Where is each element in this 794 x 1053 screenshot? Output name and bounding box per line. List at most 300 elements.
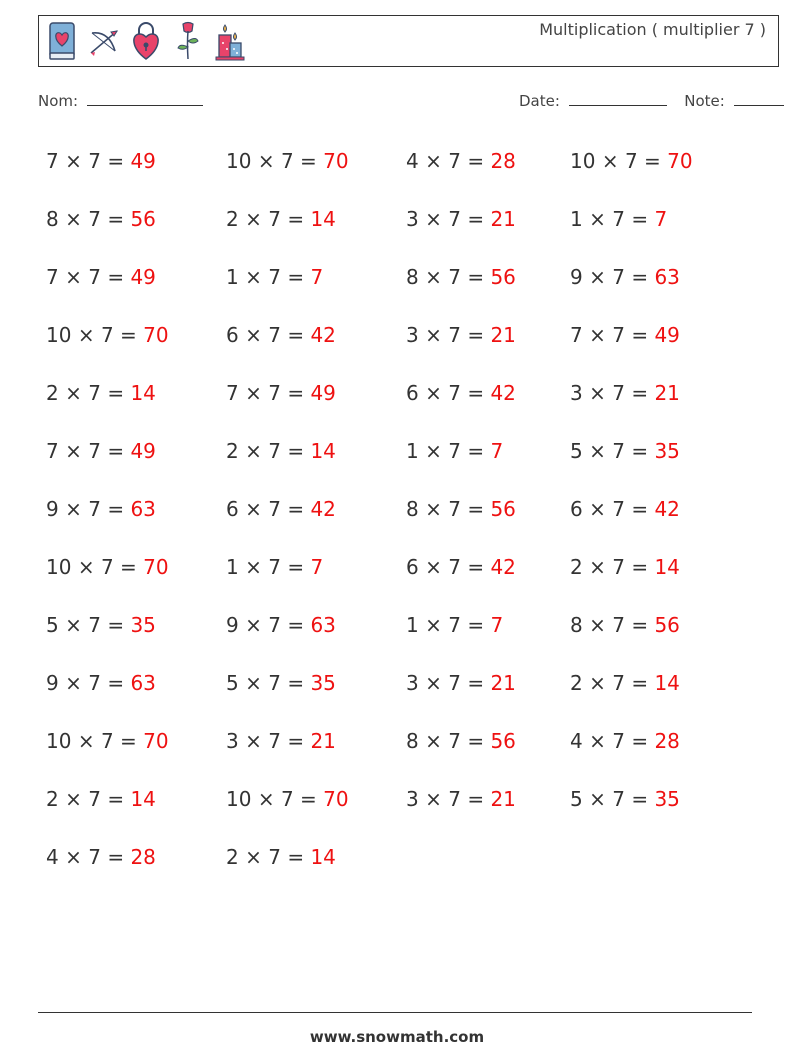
footer-divider [38,1012,752,1013]
operand-a: 6 [570,497,583,521]
note-label: Note: [684,92,725,110]
answer: 63 [654,265,680,289]
times-sign: × [589,671,606,695]
times-sign: × [245,381,262,405]
times-sign: × [425,149,442,173]
times-sign: × [65,207,82,231]
operand-b: 7 [448,207,461,231]
times-sign: × [245,729,262,753]
operand-a: 7 [226,381,239,405]
times-sign: × [425,439,442,463]
equals-sign: = [107,439,125,463]
operand-a: 3 [570,381,583,405]
times-sign: × [589,729,606,753]
answer: 7 [310,555,324,579]
answer: 42 [654,497,680,521]
answer: 21 [490,207,516,231]
operand-a: 1 [406,613,419,637]
operand-a: 9 [226,613,239,637]
operand-b: 7 [612,555,625,579]
times-sign: × [589,613,606,637]
operand-a: 1 [226,265,239,289]
times-sign: × [77,729,95,753]
answer: 14 [310,845,336,869]
operand-a: 8 [406,729,419,753]
times-sign: × [245,845,262,869]
operand-b: 7 [448,613,461,637]
answer: 21 [490,671,516,695]
equals-sign: = [631,381,649,405]
answer: 56 [490,729,516,753]
times-sign: × [589,787,606,811]
problem-item [46,317,226,375]
problem-item [46,375,226,433]
answer: 21 [490,323,516,347]
equals-sign: = [107,149,125,173]
operand-a: 7 [46,149,59,173]
answer: 35 [654,439,680,463]
equals-sign: = [287,265,305,289]
equals-sign: = [107,671,125,695]
operand-b: 7 [88,613,101,637]
equals-sign: = [631,671,649,695]
problem-item [570,607,750,665]
operand-a: 8 [406,265,419,289]
problem-item [406,607,570,665]
operand-b: 7 [88,845,101,869]
answer: 63 [310,613,336,637]
operand-b: 7 [448,671,461,695]
operand-b: 7 [268,497,281,521]
equals-sign: = [287,497,305,521]
operand-a: 3 [406,323,419,347]
equals-sign: = [631,323,649,347]
equals-sign: = [631,613,649,637]
operand-a: 2 [226,845,239,869]
answer: 28 [654,729,680,753]
operand-b: 7 [448,149,461,173]
operand-b: 7 [280,149,294,173]
problem-item [46,433,226,491]
operand-b: 7 [612,671,625,695]
problem-item [570,433,750,491]
problem-item [226,201,406,259]
operand-b: 7 [268,845,281,869]
problem-item [46,143,226,201]
problem-item [406,665,570,723]
answer: 14 [654,555,680,579]
times-sign: × [77,323,95,347]
times-sign: × [425,265,442,289]
times-sign: × [65,613,82,637]
times-sign: × [425,323,442,347]
problem-item [226,549,406,607]
problem-item [46,259,226,317]
times-sign: × [425,497,442,521]
equals-sign: = [467,207,485,231]
answer: 35 [310,671,336,695]
operand-a: 6 [226,497,239,521]
problem-item [46,607,226,665]
times-sign: × [77,555,95,579]
problem-item [226,259,406,317]
times-sign: × [425,787,442,811]
operand-a: 4 [570,729,583,753]
operand-a: 4 [46,845,59,869]
answer: 56 [654,613,680,637]
operand-a: 2 [226,439,239,463]
operand-b: 7 [448,323,461,347]
operand-b: 7 [448,729,461,753]
operand-a: 10 [46,323,72,347]
operand-a: 5 [46,613,59,637]
answer: 49 [654,323,680,347]
heart-lock-icon [129,19,163,63]
operand-a: 2 [226,207,239,231]
equals-sign: = [631,729,649,753]
operand-a: 10 [46,555,72,579]
equals-sign: = [631,207,649,231]
operand-b: 7 [88,787,101,811]
equals-sign: = [287,381,305,405]
equals-sign: = [467,671,485,695]
operand-a: 3 [226,729,239,753]
equals-sign: = [287,729,305,753]
operand-a: 8 [46,207,59,231]
times-sign: × [589,323,606,347]
operand-b: 7 [448,555,461,579]
equals-sign: = [467,787,485,811]
worksheet-header [38,15,779,67]
equals-sign: = [300,149,317,173]
operand-a: 10 [226,149,252,173]
rose-icon [171,19,205,63]
answer: 56 [130,207,156,231]
times-sign: × [425,671,442,695]
times-sign: × [65,671,82,695]
times-sign: × [245,323,262,347]
candles-icon [213,19,247,63]
operand-a: 2 [46,381,59,405]
problem-item [570,665,750,723]
times-sign: × [245,265,262,289]
answer: 70 [667,149,693,173]
answer: 70 [143,729,169,753]
operand-a: 8 [570,613,583,637]
operand-b: 7 [612,323,625,347]
times-sign: × [425,729,442,753]
times-sign: × [65,845,82,869]
name-blank[interactable] [87,105,203,106]
operand-a: 10 [570,149,596,173]
operand-b: 7 [268,265,281,289]
times-sign: × [65,381,82,405]
operand-a: 6 [406,381,419,405]
times-sign: × [245,207,262,231]
problem-item [570,317,750,375]
operand-b: 7 [268,323,281,347]
operand-a: 9 [570,265,583,289]
operand-a: 7 [46,439,59,463]
name-field [38,92,203,110]
equals-sign: = [287,671,305,695]
answer: 42 [490,381,516,405]
problem-item [46,781,226,839]
equals-sign: = [107,497,125,521]
problem-item [570,781,750,839]
answer: 63 [130,497,156,521]
operand-b: 7 [100,323,114,347]
answer: 35 [654,787,680,811]
answer: 7 [654,207,668,231]
equals-sign: = [120,323,137,347]
times-sign: × [245,555,262,579]
problem-item [46,723,226,781]
equals-sign: = [631,787,649,811]
answer: 49 [130,439,156,463]
book-heart-icon [45,19,79,63]
date-label: Date: [519,92,560,110]
problem-item [570,723,750,781]
operand-b: 7 [612,497,625,521]
equals-sign: = [631,497,649,521]
problem-item [226,839,406,897]
operand-a: 7 [570,323,583,347]
operand-b: 7 [612,207,625,231]
problem-item [570,549,750,607]
answer: 14 [310,207,336,231]
equals-sign: = [467,323,485,347]
equals-sign: = [107,381,125,405]
answer: 70 [323,787,349,811]
answer: 56 [490,497,516,521]
problem-item [46,491,226,549]
operand-b: 7 [88,439,101,463]
equals-sign: = [107,845,125,869]
problem-item [406,317,570,375]
problem-item [46,201,226,259]
problem-item [406,549,570,607]
problem-item [406,491,570,549]
answer: 42 [310,497,336,521]
equals-sign: = [631,265,649,289]
times-sign: × [425,207,442,231]
problem-item [226,781,406,839]
problem-item [226,607,406,665]
operand-b: 7 [624,149,638,173]
equals-sign: = [107,787,125,811]
answer: 14 [654,671,680,695]
problem-item [406,201,570,259]
operand-a: 1 [226,555,239,579]
equals-sign: = [631,555,649,579]
times-sign: × [245,497,262,521]
answer: 14 [130,381,156,405]
operand-b: 7 [88,149,101,173]
operand-a: 10 [46,729,72,753]
times-sign: × [257,787,275,811]
answer: 49 [130,149,156,173]
times-sign: × [425,555,442,579]
icon-strip [45,19,247,63]
operand-a: 3 [406,787,419,811]
operand-b: 7 [88,497,101,521]
problem-item [226,665,406,723]
answer: 49 [310,381,336,405]
operand-b: 7 [448,381,461,405]
equals-sign: = [631,439,649,463]
operand-b: 7 [88,265,101,289]
problem-item [226,491,406,549]
operand-b: 7 [100,555,114,579]
equals-sign: = [287,613,305,637]
equals-sign: = [287,439,305,463]
problem-item [226,143,406,201]
operand-a: 5 [226,671,239,695]
answer: 28 [490,149,516,173]
times-sign: × [245,439,262,463]
operand-b: 7 [448,497,461,521]
operand-a: 7 [46,265,59,289]
equals-sign: = [467,613,485,637]
equals-sign: = [287,207,305,231]
problem-item [46,549,226,607]
operand-a: 3 [406,207,419,231]
times-sign: × [245,613,262,637]
times-sign: × [425,381,442,405]
operand-b: 7 [612,613,625,637]
equals-sign: = [287,555,305,579]
times-sign: × [589,439,606,463]
problem-item [570,491,750,549]
equals-sign: = [287,845,305,869]
problem-item [406,143,570,201]
problem-item [406,723,570,781]
equals-sign: = [467,265,485,289]
equals-sign: = [107,613,125,637]
times-sign: × [589,207,606,231]
problem-item [406,433,570,491]
answer: 7 [310,265,324,289]
operand-a: 9 [46,671,59,695]
problem-item [226,375,406,433]
operand-b: 7 [612,265,625,289]
operand-b: 7 [88,381,101,405]
times-sign: × [65,497,82,521]
problem-item [570,375,750,433]
answer: 28 [130,845,156,869]
times-sign: × [65,439,82,463]
answer: 14 [130,787,156,811]
answer: 56 [490,265,516,289]
problem-item [226,723,406,781]
operand-a: 4 [406,149,419,173]
equals-sign: = [120,555,137,579]
operand-b: 7 [268,207,281,231]
answer: 7 [490,613,504,637]
problem-item [570,201,750,259]
answer: 35 [130,613,156,637]
operand-a: 1 [406,439,419,463]
answer: 42 [490,555,516,579]
operand-a: 10 [226,787,252,811]
problem-item [406,375,570,433]
operand-b: 7 [268,613,281,637]
problem-item [406,259,570,317]
operand-b: 7 [448,439,461,463]
operand-b: 7 [88,207,101,231]
answer: 42 [310,323,336,347]
operand-a: 9 [46,497,59,521]
operand-b: 7 [612,439,625,463]
times-sign: × [589,555,606,579]
times-sign: × [589,381,606,405]
date-blank[interactable] [569,105,667,106]
answer: 21 [490,787,516,811]
problem-item [226,317,406,375]
times-sign: × [245,671,262,695]
operand-b: 7 [268,439,281,463]
answer: 70 [143,555,169,579]
equals-sign: = [467,439,485,463]
equals-sign: = [467,149,485,173]
operand-b: 7 [268,729,281,753]
answer: 49 [130,265,156,289]
problem-item [570,259,750,317]
answer: 70 [143,323,169,347]
date-note-fields [519,92,784,110]
times-sign: × [601,149,619,173]
times-sign: × [65,149,82,173]
problem-item [406,781,570,839]
operand-b: 7 [612,787,625,811]
operand-a: 5 [570,439,583,463]
operand-b: 7 [88,671,101,695]
equals-sign: = [107,265,125,289]
worksheet-title: Multiplication ( multiplier 7 ) [539,20,766,39]
times-sign: × [257,149,275,173]
answer: 21 [310,729,336,753]
problem-item [46,665,226,723]
operand-a: 1 [570,207,583,231]
equals-sign: = [120,729,137,753]
times-sign: × [589,265,606,289]
equals-sign: = [644,149,661,173]
operand-b: 7 [268,381,281,405]
operand-b: 7 [448,265,461,289]
equals-sign: = [300,787,317,811]
operand-b: 7 [448,787,461,811]
equals-sign: = [467,381,485,405]
operand-a: 6 [226,323,239,347]
equals-sign: = [107,207,125,231]
name-label: Nom: [38,92,79,110]
equals-sign: = [287,323,305,347]
times-sign: × [425,613,442,637]
note-blank[interactable] [734,105,784,106]
answer: 14 [310,439,336,463]
operand-b: 7 [268,555,281,579]
answer: 21 [654,381,680,405]
operand-b: 7 [100,729,114,753]
operand-a: 3 [406,671,419,695]
problem-item [226,433,406,491]
operand-a: 2 [570,671,583,695]
operand-b: 7 [268,671,281,695]
equals-sign: = [467,555,485,579]
operand-a: 6 [406,555,419,579]
answer: 70 [323,149,349,173]
